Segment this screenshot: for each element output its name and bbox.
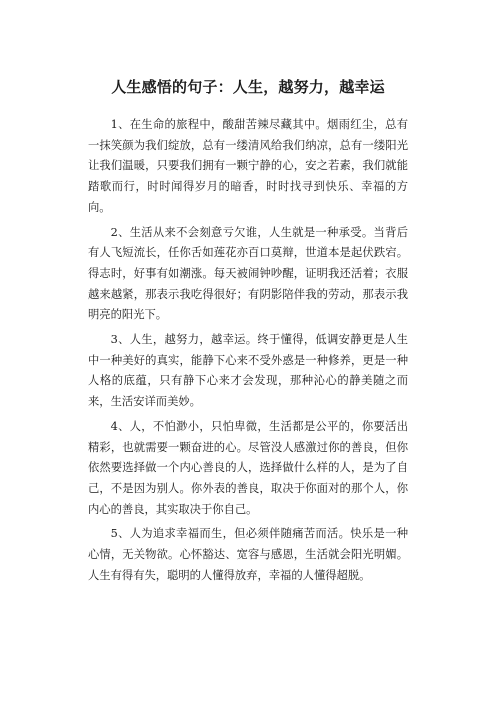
paragraph-3: 3、人生，越努力，越幸运。终于懂得，低调安静更是人生中一种美好的真实，能静下心来不受外惑是一种修养，更是一种人格的底蕴，只有静下心来才会发现，那种沁心的静美随之而来，生活安详而美妙。 bbox=[88, 333, 408, 409]
paragraph-4: 4、人，不怕渺小，只怕卑微，生活都是公平的，你要活出精彩，也就需要一颗奋进的心。尽管没人感激过你的善良，但你依然要选择做一个内心善良的人，选择做什么样的人，是为了自己，不是因为别人。你外表的善良，取决于你面对的那个人，你内心的善良，其实取决于你自己。 bbox=[88, 419, 408, 516]
paragraph-1: 1、在生命的旅程中，酸甜苦辣尽藏其中。烟雨红尘，总有一抹笑颜为我们绽放，总有一缕清风给我们纳凉，总有一缕阳光让我们温暖，只要我们拥有一颗宁静的心，安之若素，我们就能踏歌而行，时时闻得岁月的暗香，时时找寻到快乐、幸福的方向。 bbox=[88, 118, 408, 214]
document-title: 人生感悟的句子：人生，越努力，越幸运 bbox=[111, 78, 385, 96]
paragraph-2: 2、生活从来不会刻意亏欠谁，人生就是一种承受。当背后有人飞短流长，任你舌如莲花亦百口莫辩，世道本是起伏跌宕。得志时，好事有如潮涨。每天被闹钟吵醒，证明我还活着；衣服越来越紧，那表示我吃得很好；有阴影陪伴我的劳动，那表示我明亮的阳光下。 bbox=[88, 225, 408, 322]
paragraph-5: 5、人为追求幸福而生，但必须伴随痛苦而活。快乐是一种心情，无关物欲。心怀豁达、宽容与感恩，生活就会阳光明媚。人生有得有失，聪明的人懂得放弃，幸福的人懂得超脱。 bbox=[88, 527, 408, 582]
